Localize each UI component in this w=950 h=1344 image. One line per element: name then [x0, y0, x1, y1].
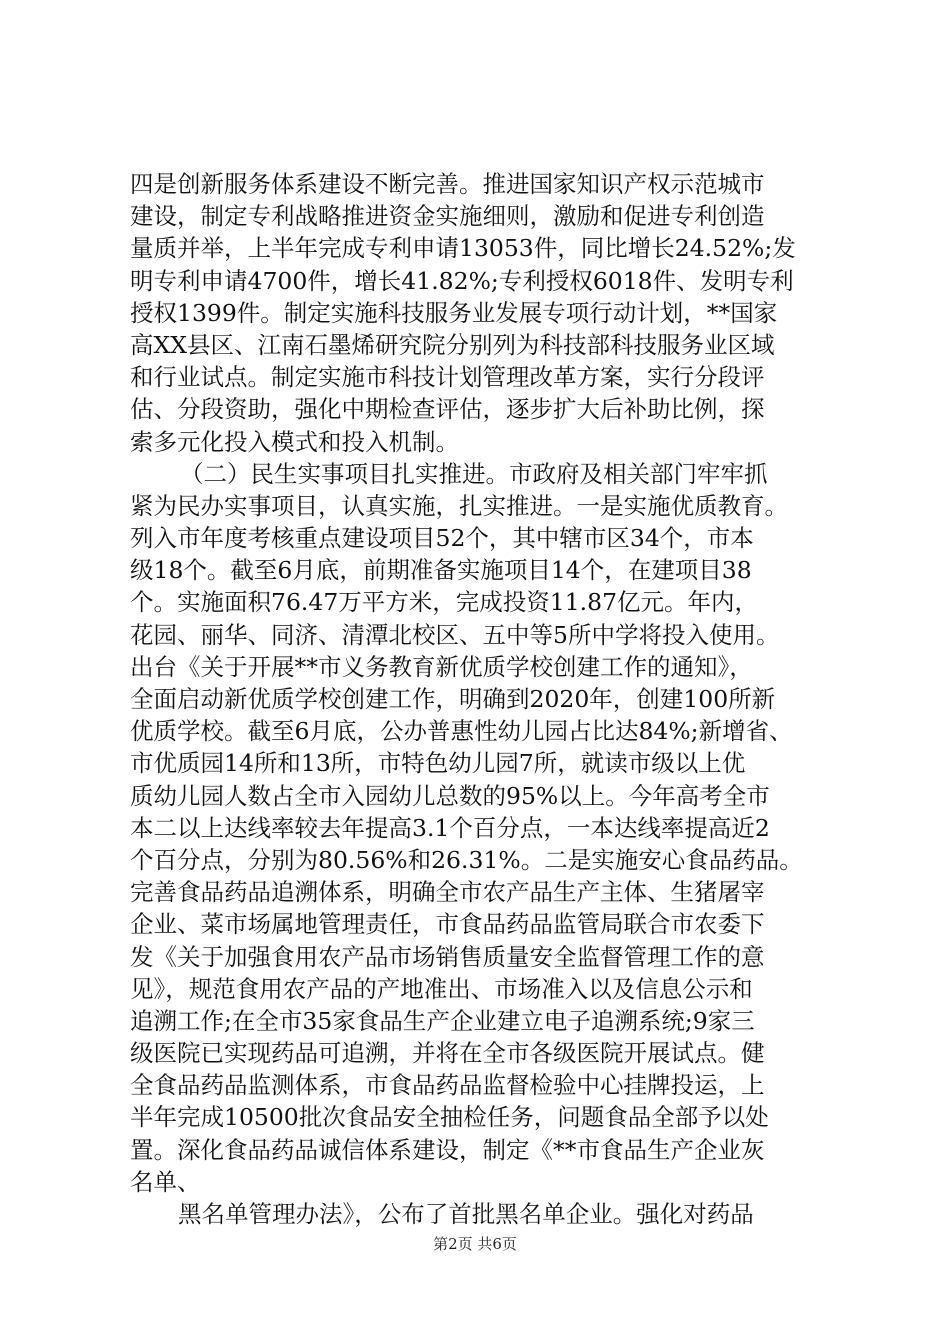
text-line: 黑名单管理办法》，公布了首批黑名单企业。强化对药品: [178, 1200, 754, 1228]
text-line: 个。实施面积76.47万平方米，完成投资11.87亿元。年内，: [130, 588, 759, 617]
text-line: 企业、菜市场属地管理责任，市食品药品监管局联合市农委下: [130, 910, 765, 939]
text-line: 建设，制定专利战略推进资金实施细则，激励和促进专利创造: [130, 202, 765, 231]
text-line: 估、分段资助，强化中期检查评估，逐步扩大后补助比例，探: [130, 395, 765, 424]
text-line: 个百分点，分别为80.56%和26.31%。二是实施安心食品药品。: [130, 845, 803, 874]
text-line: 优质学校。截至6月底，公办普惠性幼儿园占比达84%;新增省、: [130, 717, 793, 746]
text-line: 紧为民办实事项目，认真实施，扎实推进。一是实施优质教育。: [130, 491, 788, 520]
text-line: 置。深化食品药品诚信体系建设，制定《**市食品生产企业灰: [130, 1135, 765, 1164]
text-line: 和行业试点。制定实施市科技计划管理改革方案，实行分段评: [130, 363, 765, 392]
text-line: 发《关于加强食用农产品市场销售质量安全监督管理工作的意: [130, 942, 765, 971]
page-number-footer: 第2页 共6页: [433, 1235, 517, 1253]
text-line: 完善食品药品追溯体系，明确全市农产品生产主体、生猪屠宰: [130, 878, 765, 907]
text-line: 明专利申请4700件，增长41.82%;专利授权6018件、发明专利: [130, 266, 794, 295]
text-line: 见》，规范食用农产品的产地准出、市场准入以及信息公示和: [130, 974, 753, 1003]
text-line: 市优质园14所和13所，市特色幼儿园7所，就读市级以上优: [130, 749, 746, 778]
text-line: 全食品药品监测体系，市食品药品监督检验中心挂牌投运，上: [130, 1071, 765, 1100]
text-line: 全面启动新优质学校创建工作，明确到2020年，创建100所新: [130, 685, 776, 713]
text-line: 级医院已实现药品可追溯，并将在全市各级医院开展试点。健: [130, 1039, 765, 1068]
text-line: 四是创新服务体系建设不断完善。推进国家知识产权示范城市: [130, 170, 765, 198]
text-line: 授权1399件。制定实施科技服务业发展专项行动计划，**国家: [130, 298, 778, 327]
section-heading-line: （二）民生实事项目扎实推进。市政府及相关部门牢牢抓: [180, 459, 768, 488]
text-line: 半年完成10500批次食品安全抽检任务，问题食品全部予以处: [130, 1103, 769, 1132]
text-line: 高XX县区、江南石墨烯研究院分别列为科技部科技服务业区域: [130, 330, 775, 359]
text-line: 出台《关于开展**市义务教育新优质学校创建工作的通知》，: [130, 652, 753, 681]
text-line: 本二以上达线率较去年提高3.1个百分点，一本达线率提高近2: [130, 813, 770, 842]
text-line: 名单、: [130, 1167, 201, 1196]
text-line: 质幼儿园人数占全市入园幼儿总数的95%以上。今年高考全市: [130, 781, 770, 810]
text-line: 量质并举，上半年完成专利申请13053件，同比增长24.52%;发: [130, 234, 796, 263]
text-line: 追溯工作;在全市35家食品生产企业建立电子追溯系统;9家三: [130, 1006, 755, 1035]
text-line: 列入市年度考核重点建设项目52个，其中辖市区34个，市本: [130, 524, 754, 553]
text-line: 级18个。截至6月底，前期准备实施项目14个，在建项目38: [130, 556, 752, 585]
text-line: 索多元化投入模式和投入机制。: [130, 427, 459, 456]
text-line: 花园、丽华、同济、清潭北校区、五中等5所中学将投入使用。: [130, 620, 780, 649]
body-text: [130, 168, 835, 1230]
